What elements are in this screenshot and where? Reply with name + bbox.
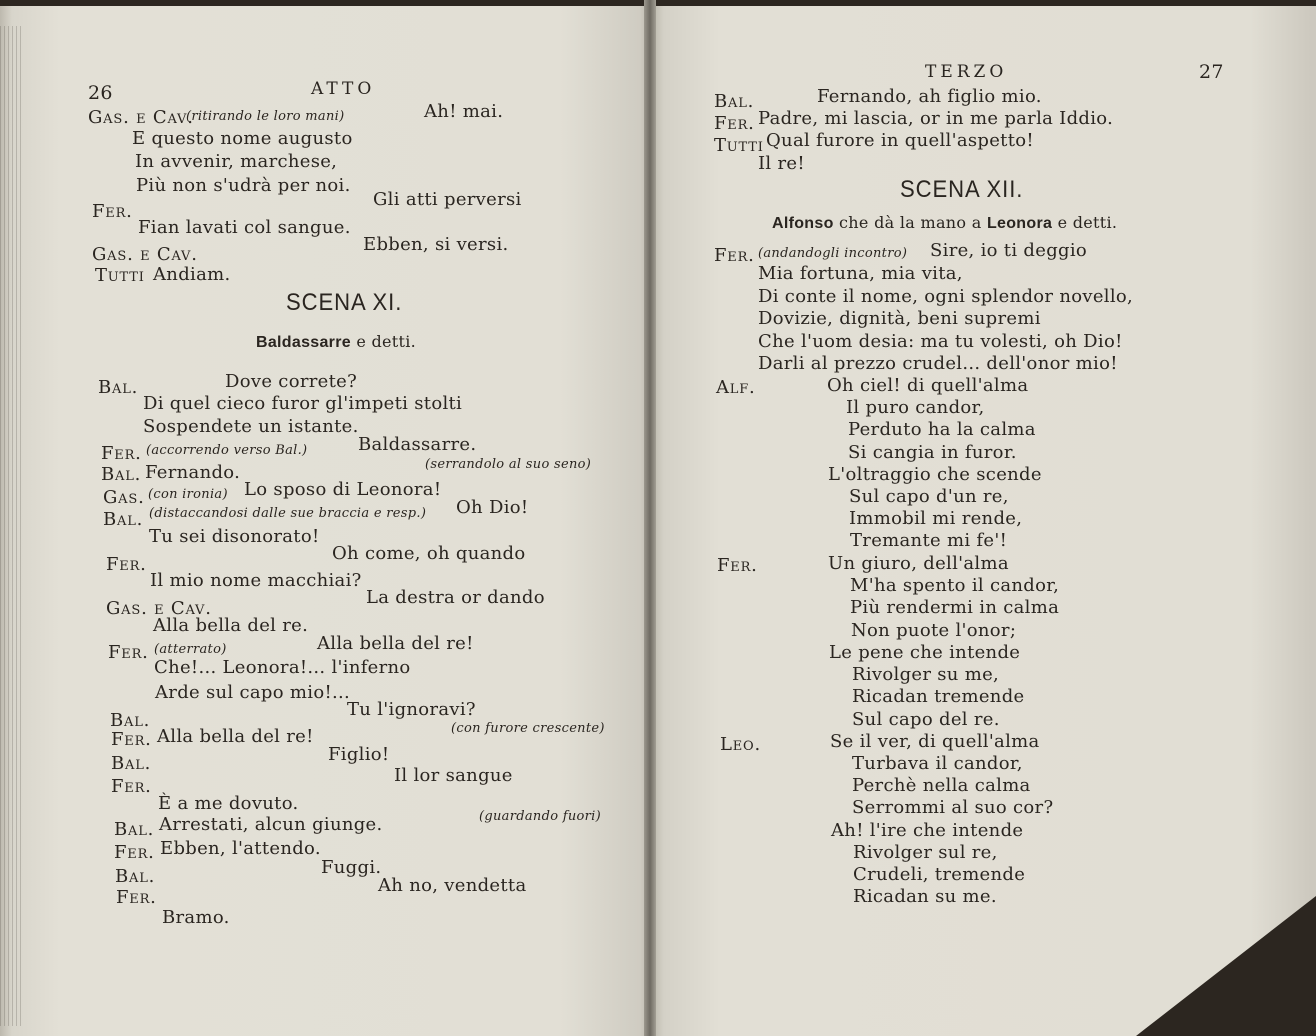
verse-line: Mia fortuna, mia vita,: [758, 263, 963, 284]
verse-line: Alla bella del re.: [153, 615, 309, 636]
verse-line: Si cangia in furor.: [848, 442, 1017, 463]
speaker: Alf.: [716, 377, 756, 398]
speaker: Fer.: [116, 887, 157, 908]
scene-subtitle-rest: e detti.: [1057, 213, 1118, 232]
verse-line: Che l'uom desia: ma tu volesti, oh Dio!: [758, 331, 1123, 352]
speaker: Bal.: [110, 710, 151, 731]
stage-direction: (andandogli incontro): [758, 246, 908, 261]
verse-line: Oh ciel! di quell'alma: [827, 375, 1029, 396]
speaker: Gas. e Cav.: [106, 598, 212, 619]
verse-line: La destra or dando: [366, 587, 545, 608]
verse-line: Sospendete un istante.: [143, 416, 359, 437]
speaker: Tutti: [95, 265, 145, 286]
verse-line: Il re!: [758, 153, 805, 174]
speaker: Bal.: [103, 509, 144, 530]
speaker: Bal.: [101, 464, 142, 485]
verse-line: Andiam.: [153, 264, 231, 285]
verse-line: Tu sei disonorato!: [149, 526, 320, 547]
verse-line: Perchè nella calma: [852, 775, 1031, 796]
speaker: Fer.: [111, 776, 152, 797]
verse-line: Di quel cieco furor gl'impeti stolti: [143, 393, 463, 414]
speaker: Fer.: [114, 842, 155, 863]
verse-line: Che!... Leonora!... l'inferno: [154, 657, 411, 678]
right-page: [650, 6, 1316, 1036]
page-edges: [0, 26, 24, 1026]
speaker: Bal.: [714, 91, 755, 112]
page-corner-shadow: [1136, 896, 1316, 1036]
stage-direction: (accorrendo verso Bal.): [146, 443, 308, 458]
verse-line: Qual furore in quell'aspetto!: [766, 130, 1034, 151]
verse-line: Tu l'ignoravi?: [347, 699, 476, 720]
speaker: Gas. e Cav.: [88, 107, 194, 128]
speaker: Fer.: [717, 555, 758, 576]
verse-line: Se il ver, di quell'alma: [830, 731, 1040, 752]
speaker: Fer.: [111, 729, 152, 750]
stage-direction: (guardando fuori): [479, 809, 602, 824]
verse-line: Figlio!: [328, 744, 390, 765]
verse-line: Ah! l'ire che intende: [831, 820, 1024, 841]
page-number: 27: [1199, 61, 1224, 83]
scene-title: SCENA XI.: [286, 289, 403, 316]
verse-line: Immobil mi rende,: [849, 508, 1023, 529]
stage-direction: (con furore crescente): [451, 721, 605, 736]
speaker: Fer.: [101, 443, 142, 464]
verse-line: Ah! mai.: [424, 101, 504, 122]
scene-title: SCENA XII.: [900, 176, 1024, 203]
scene-subtitle: [772, 212, 1117, 235]
speaker: Tutti: [714, 135, 764, 156]
verse-line: Gli atti perversi: [373, 189, 522, 210]
verse-line: Sul capo del re.: [852, 709, 1000, 730]
verse-line: Dovizie, dignità, beni supremi: [758, 308, 1041, 329]
speaker: Fer.: [108, 642, 149, 663]
stage-direction: (distaccandosi dalle sue braccia e resp.): [149, 506, 427, 521]
speaker: Fer.: [714, 245, 755, 266]
stage-direction: (ritirando le loro mani): [186, 109, 345, 124]
verse-line: Rivolger su me,: [852, 664, 1000, 685]
verse-line: Il puro candor,: [846, 397, 985, 418]
verse-line: Rivolger sul re,: [853, 842, 998, 863]
verse-line: Fuggi.: [321, 857, 382, 878]
stage-direction: (serrandolo al suo seno): [425, 457, 592, 472]
verse-line: Le pene che intende: [829, 642, 1021, 663]
verse-line: In avvenir, marchese,: [135, 151, 338, 172]
verse-line: Di conte il nome, ogni splendor novello,: [758, 286, 1134, 307]
character-name: Alfonso: [772, 215, 834, 232]
verse-line: Padre, mi lascia, or in me parla Iddio.: [758, 108, 1114, 129]
verse-line: Baldassarre.: [358, 434, 477, 455]
running-header: TERZO: [925, 62, 1008, 82]
speaker: Bal.: [111, 753, 152, 774]
verse-line: Ebben, l'attendo.: [160, 838, 321, 859]
verse-line: Serrommi al suo cor?: [852, 797, 1054, 818]
running-header: ATTO: [311, 79, 376, 99]
verse-line: M'ha spento il candor,: [850, 575, 1060, 596]
verse-line: Fernando, ah figlio mio.: [817, 86, 1042, 107]
verse-line: Il lor sangue: [394, 765, 513, 786]
verse-line: Arrestati, alcun giunge.: [159, 814, 383, 835]
verse-line: Turbava il candor,: [852, 753, 1023, 774]
verse-line: Bramo.: [162, 907, 230, 928]
speaker: Fer.: [714, 113, 755, 134]
verse-line: Sul capo d'un re,: [849, 486, 1009, 507]
verse-line: Fernando.: [145, 462, 241, 483]
stage-direction: (con ironia): [148, 487, 228, 502]
speaker: Fer.: [92, 201, 133, 222]
verse-line: Ebben, si versi.: [363, 234, 509, 255]
page-number: 26: [88, 82, 113, 104]
verse-line: Alla bella del re!: [157, 726, 314, 747]
verse-line: Non puote l'onor;: [851, 620, 1017, 641]
speaker: Gas.: [103, 487, 145, 508]
verse-line: Arde sul capo mio!...: [155, 682, 351, 703]
verse-line: Perduto ha la calma: [848, 419, 1036, 440]
verse-line: E questo nome augusto: [132, 128, 353, 149]
verse-line: Il mio nome macchiai?: [150, 570, 362, 591]
book-gutter: [644, 0, 656, 1036]
verse-line: Un giuro, dell'alma: [828, 553, 1009, 574]
verse-line: Alla bella del re!: [317, 633, 474, 654]
verse-line: L'oltraggio che scende: [828, 464, 1042, 485]
scene-subtitle: [256, 331, 416, 354]
verse-line: Lo sposo di Leonora!: [244, 479, 442, 500]
speaker: Bal.: [98, 377, 139, 398]
speaker: Gas. e Cav.: [92, 244, 198, 265]
verse-line: Ah no, vendetta: [378, 875, 527, 896]
verse-line: Darli al prezzo crudel... dell'onor mio!: [758, 353, 1118, 374]
verse-line: Più non s'udrà per noi.: [136, 175, 351, 196]
left-page: [0, 6, 650, 1036]
speaker: Bal.: [115, 866, 156, 887]
speaker: Fer.: [106, 554, 147, 575]
verse-line: È a me dovuto.: [158, 793, 299, 814]
verse-line: Sire, io ti deggio: [930, 240, 1088, 261]
stage-direction: (atterrato): [154, 642, 227, 657]
character-name: Baldassarre: [256, 334, 351, 351]
verse-line: Ricadan su me.: [853, 886, 997, 907]
verse-line: Più rendermi in calma: [850, 597, 1060, 618]
scene-subtitle-mid: che dà la mano a: [839, 213, 982, 232]
speaker: Leo.: [720, 734, 762, 755]
scene-subtitle-rest: e detti.: [356, 332, 417, 351]
verse-line: Ricadan tremende: [852, 686, 1025, 707]
verse-line: Dove correte?: [225, 371, 358, 392]
verse-line: Fian lavati col sangue.: [138, 217, 351, 238]
verse-line: Crudeli, tremende: [853, 864, 1026, 885]
character-name: Leonora: [986, 215, 1053, 232]
speaker: Bal.: [114, 819, 155, 840]
verse-line: Tremante mi fe'!: [850, 530, 1008, 551]
verse-line: Oh Dio!: [456, 497, 529, 518]
verse-line: Oh come, oh quando: [332, 543, 526, 564]
